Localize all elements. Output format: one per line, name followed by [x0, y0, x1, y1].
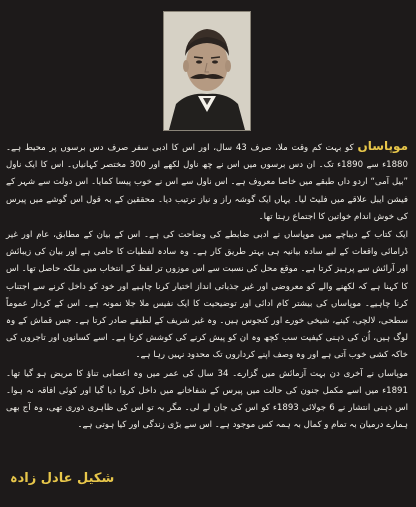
portrait-photo: [164, 12, 250, 130]
author-portrait: [163, 11, 251, 131]
author-signature: شکیل عادل زادہ: [10, 471, 115, 486]
paragraph-2: ایک کتاب کے دیباچے میں موپاساں نے ادبی ضابطے کی وضاحت کی ہے۔ اس کے بیان کے مطابق، عام اور غیر ڈرامائی واقعات کے لیے سادہ بیانیہ ہی بہتر طریق کار ہے۔ وہ سادہ لفظیات کا حامی ہے اور بیان کی زیبائش اور آرائش سے پرہیز کرتا ہے۔ موقع محل کی نسبت سے اس موزوں تر لفظ کے انتخاب میں ملکہ حاصل تھا۔ اس کا کہنا ہے کہ لکھنے والے کو معروضی اور غیر جذباتی انداز اختیار کرنا چاہیے اور خود کو داخل کرنے سے اجتناب کرنا چاہیے۔ موپاساں کی بیشتر کام ادائی اور توضیحیت کا ایک نفیس ملا جلا نمونہ ہے۔ اس کے کردار عموماً سطحی، لالچی، کینے، شیخی خورے اور کنجوس ہیں۔ وہ غیر شریف کے لطیفے صادر کرتا ہے۔ جس قماش کے وہ لوگ ہیں، اُن کی ذہنی کیفیت سب کچھ وہ ان کو پیش کرنے کی کوشش کرتا ہے۔ اسے کسانوں اور تاجروں کی خاکہ کشی خوب آتی ہے اور وہ وصف اپنے کرداروں تک محدود نہیں رہا ہے۔: [6, 230, 408, 361]
paragraph-3: موپاساں نے آخری دن بہت آزمائش میں گزارے۔ 34 سال کی عمر میں وہ اعصابی تناؤ کا مریض ہو گیا تھا۔ 1891ء میں اسے مکمل جنون کی حالت میں پیرس کے شفاخانے میں داخل کروا دیا گیا اور کوئی افاقہ نہ ہوا۔ اس ذہنی انتشار نے 6 جولائی 1893ء کو اس کی جان لے لی۔ مگر یہ تو اس کی ظاہری ذوری تھی، وہ آج بھی ہمارے درمیان بہ تمام و کمال بہ ہمہ کس موجود ہے۔ اس سے بڑی زندگی اور کیا ہوتی ہے۔: [6, 368, 408, 431]
author-name: موپاساں: [357, 139, 408, 153]
article-body: [6, 138, 408, 435]
paragraph-intro: [6, 138, 408, 226]
paragraph-1: کو بہت کم وقت ملا، صرف 43 سال، اور اس کا ادبی سفر صرف دس برسوں پر محیط ہے۔ 1880ء سے 1890ء تک۔ ان دس برسوں میں اس نے چھ ناول لکھے اور 300 مختصر کہانیاں۔ اس کا ایک ناول ”بیل آمی“ اردو داں طبقے میں خاصا معروف ہے۔ اس ناول سے اس نے خوب پیسا کمایا۔ اس دولت سے شہر کے فیشن ایبل علاقے میں فلیٹ لیا۔ یہاں ایک گوشہ راز و نیاز ترتیب دیا۔ محققین کے بہ قول اس گوشے میں پیرس کی خوش اندام خواتین کا اجتماع رہتا تھا۔: [6, 143, 408, 222]
